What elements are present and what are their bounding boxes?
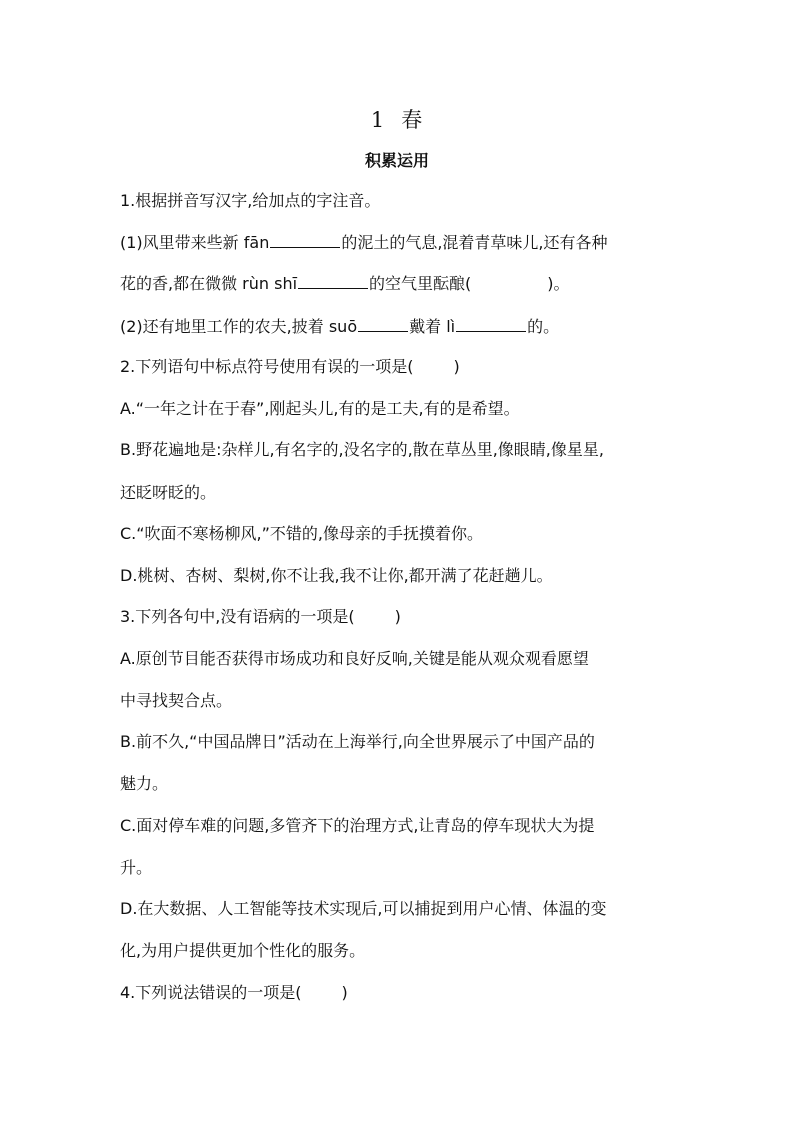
q1-part1-line1 [120,231,680,254]
q4-stem-text: 4.下列说法错误的一项是( [120,983,302,1002]
q2-option-b-line1: B.野花遍地是:杂样儿,有名字的,没名字的,散在草丛里,像眼睛,像星星, [120,440,604,459]
q1-part2-text-c: 的。 [527,317,560,336]
q1-part2-text-a: (2)还有地里工作的农夫,披着 suō [120,317,358,336]
q2-stem-text: 2.下列语句中标点符号使用有误的一项是( [120,357,414,376]
answer-blank-suo[interactable] [358,315,408,332]
q3-option-b-line2: 魅力。 [120,774,169,793]
q1-part1-text-c: 花的香,都在微微 rùn shī [120,274,298,293]
q1-part1-line2 [120,272,680,295]
section-heading: 积累运用 [364,151,429,170]
q1-stem: 1.根据拼音写汉字,给加点的字注音。 [120,191,381,210]
q3-option-d-line1: D.在大数据、人工智能等技术实现后,可以捕捉到用户心情、体温的变 [120,899,607,918]
q1-part2-line [120,315,680,338]
q1-part1-text-b: 的泥土的气息,混着青草味儿,还有各种 [341,233,608,252]
q3-stem [120,606,680,628]
lesson-title: 春 [401,108,424,132]
answer-blank-fan[interactable] [270,231,340,248]
q4-stem-close: ) [341,983,348,1002]
q4-stem [120,982,680,1004]
page-title [0,104,794,134]
q1-part1-text-d: 的空气里酝酿( [369,274,472,293]
q3-option-a-line1: A.原创节目能否获得市场成功和良好反响,关键是能从观众观看愿望 [120,649,589,668]
q2-stem [120,356,680,378]
lesson-number: 1 [370,108,386,132]
answer-blank-li[interactable] [456,315,526,332]
q2-option-d: D.桃树、杏树、梨树,你不让我,我不让你,都开满了花赶趟儿。 [120,566,553,585]
q2-option-b-line2: 还眨呀眨的。 [120,483,217,502]
q1-part1-text-a: (1)风里带来些新 fān [120,233,270,252]
q1-part1-text-e: )。 [547,274,570,293]
q1-part2-text-b: 戴着 lì [409,317,456,336]
q3-option-c-line1: C.面对停车难的问题,多管齐下的治理方式,让青岛的停车现状大为提 [120,816,595,835]
q3-option-d-line2: 化,为用户提供更加个性化的服务。 [120,941,366,960]
q3-stem-close: ) [394,607,401,626]
q2-stem-close: ) [453,357,460,376]
answer-blank-runshi[interactable] [298,272,368,289]
q3-option-a-line2: 中寻找契合点。 [120,691,233,710]
q3-option-b-line1: B.前不久,“中国品牌日”活动在上海举行,向全世界展示了中国产品的 [120,732,595,751]
q2-option-c: C.“吹面不寒杨柳风,”不错的,像母亲的手抚摸着你。 [120,524,484,543]
q3-option-c-line2: 升。 [120,858,153,877]
q2-option-a: A.“一年之计在于春”,刚起头儿,有的是工夫,有的是希望。 [120,399,520,418]
q3-stem-text: 3.下列各句中,没有语病的一项是( [120,607,355,626]
